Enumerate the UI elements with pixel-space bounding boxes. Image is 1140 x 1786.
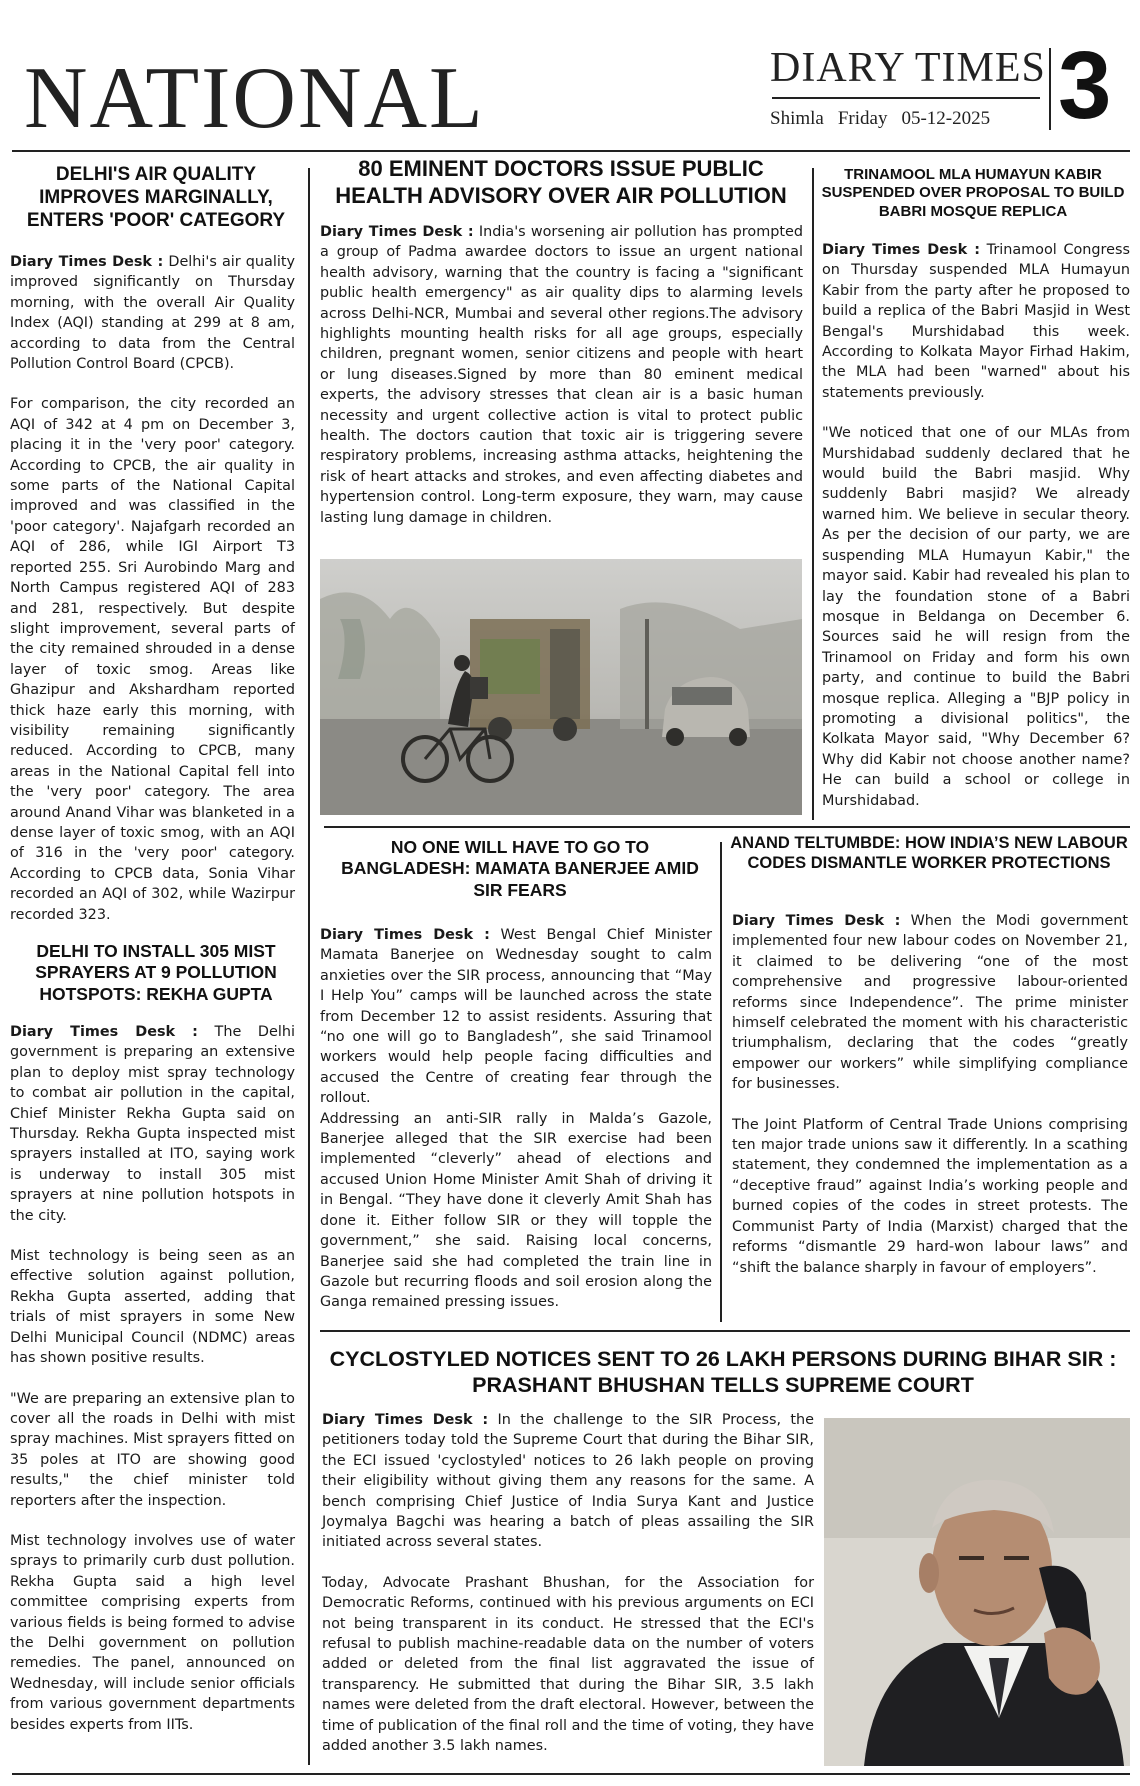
article-paragraph: When the Modi government implemented four new labour codes on November 21, it claimed to be delivering “one of the most comprehensive and progressive labour-oriented reforms since Independence”. The prime minister himself celebrated the moment with his characteristic triumphalism, declaring that the codes “greatly empower our workers” while simplifying compliance for businesses. [732,913,1128,1093]
smog-photo-graphic [320,559,802,815]
desk-label: Diary Times Desk : [320,224,474,240]
header-rule [12,150,1130,152]
masthead-divider [772,97,1040,99]
article-paragraph: The Joint Platform of Central Trade Unions comprising ten major trade unions saw it differently. In a scathing statement, they condemned the implementation as a “deceptive fraud” against India’s working people and burned copies of the codes in street protests. The Communist Party of India (Marxist) charged that the reforms “dismantle 29 hard-won labour laws” and “shift the balance sharply in favour of employers”. [732,1116,1128,1276]
headline-bhushan: CYCLOSTYLED NOTICES SENT TO 26 LAKH PERSONS DURING BIHAR SIR : PRASHANT BHUSHAN TELLS SUPREME COURT [329,1347,1117,1398]
desk-label: Diary Times Desk : [10,1024,198,1040]
dateline-date: 05-12-2025 [901,108,991,129]
article-delhi-air [10,252,295,945]
article-mamata [320,925,712,1333]
desk-label: Diary Times Desk : [320,927,490,943]
desk-label: Diary Times Desk : [732,913,901,929]
article-paragraph: "We are preparing an extensive plan to cover all the roads in Delhi with mist spray machines. Mist sprayers fitted on 35 poles at ITO are showing good results," the chief minister told reporters after the inspection. [10,1390,295,1509]
headline-mamata: NO ONE WILL HAVE TO GO TO BANGLADESH: MAMATA BANERJEE AMID SIR FEARS [341,837,699,900]
headline-teltumbde: ANAND TELTUMBDE: HOW INDIA’S NEW LABOUR CODES DISMANTLE WORKER PROTECTIONS [730,834,1128,873]
newspaper-name: DIARY TIMES [770,45,1046,91]
column-rule-left [308,168,310,1765]
article-paragraph: "We noticed that one of our MLAs from Murshidabad suddenly declared that he would build the Babri masjid. Why suddenly Babri masjid? We already warned him. We believe in secular theory. As per the decision of our party, we are suspending MLA Humayun Kabir," the mayor said. Kabir had revealed his plan to lay the foundation stone of a Babri mosque in Beldanga on December 6. Sources said he will resign from the Trinamool on Friday and form his own party, and continue to build the Babri mosque replica. Alleging a "BJP policy in promoting a divisional politics", the Kolkata Mayor said, "Why December 6? Why did Kabir not choose another name? He can build a school or college in Murshidabad. [822,425,1130,809]
article-mist-sprayers [10,1022,295,1755]
headline-delhi-air: DELHI'S AIR QUALITY IMPROVES MARGINALLY, ENTERS 'POOR' CATEGORY [26,164,286,232]
column-rule-mid [720,842,722,1322]
smog-cyclist-photo [320,559,802,815]
desk-label: Diary Times Desk : [822,242,980,258]
article-paragraph: Mist technology involves use of water sprays to primarily curb dust pollution. Rekha Gupta said a high level committee comprising experts from various fields is being formed to advise the Delhi government on pollution remedies. The panel, announced on Wednesday, will include senior officials from various government departments besides experts from IITs. [10,1532,295,1733]
article-bhushan [322,1410,814,1777]
article-paragraph: India's worsening air pollution has prompted a group of Padma awardee doctors to issue an urgent national health advisory, warning that the country is facing a "significant public health emergency" as air quality dips to alarming levels across Delhi-NCR, Mumbai and several other regions.The advisory highlights mounting health risks for all age groups, especially children, pregnant women, senior citizens and people with heart or lung diseases.Signed by more than 80 eminent medical experts, the advisory stresses that clean air is a basic human necessity and urgent collective action is vital to protect public health. The doctors caution that toxic air is triggering severe respiratory problems, increasing asthma attacks, heightening the risk of heart attacks and strokes, and even affecting diabetes and hypertension control. Long-term exposure, they warn, may cause lasting lung damage in children. [320,224,803,526]
page-number: 3 [1058,32,1112,139]
article-teltumbde [732,911,1128,1298]
dateline [770,108,1004,130]
article-paragraph: The Delhi government is preparing an extensive plan to deploy mist spray technology to combat air pollution in the capital, Chief Minister Rekha Gupta said on Thursday. Rekha Gupta inspected mist sprayers installed at ITO, saying work is underway to install 305 mist sprayers at nine pollution hotspots in the city. [10,1024,295,1224]
article-paragraph: Trinamool Congress on Thursday suspended MLA Humayun Kabir from the party after he proposed to build a replica of the Babri Masjid in West Bengal's Murshidabad this week. According to Kolkata Mayor Firhad Hakim, the MLA had been "warned" about his statements previously. [822,242,1130,401]
article-paragraph: Today, Advocate Prashant Bhushan, for the Association for Democratic Reforms, continued with his previous arguments on ECI not being transparent in its conduct. He stressed that the ECI's refusal to publish machine-readable data on the number of voters added or deleted from the final list aggravated the issue of transparency. He submitted that during the Bihar SIR, 3.5 lakh names were deleted from the draft electoral. However, between the time of publication of the final roll and the time of voting, they have added another 3.5 lakh names. [322,1574,814,1755]
desk-label: Diary Times Desk : [322,1412,489,1428]
headline-trinamool: TRINAMOOL MLA HUMAYUN KABIR SUSPENDED OVER PROPOSAL TO BUILD BABRI MOSQUE REPLICA [821,166,1125,220]
article-paragraph: Mist technology is being seen as an effective solution against pollution, Rekha Gupta asserted, adding that trials of mist sprayers in some New Delhi Municipal Council (NDMC) areas has shown positive results. [10,1248,295,1367]
article-paragraph: Addressing an anti-SIR rally in Malda’s Gazole, Banerjee alleged that the SIR exercise had been implemented “cleverly” ahead of elections and accused Union Home Minister Amit Shah of driving it in Bengal. “They have done it cleverly Amit Shah has done it. Either follow SIR or they will topple the government,” she said. Raising local concerns, Banerjee said she had completed the train line in Gazole but recurring floods and soil erosion along the Ganga remained pressing issues. [320,1110,712,1311]
masthead-vertical-rule [1049,48,1051,130]
prashant-bhushan-photo [824,1418,1130,1766]
dateline-day: Friday [837,108,888,129]
portrait-graphic [824,1418,1130,1766]
article-paragraph: For comparison, the city recorded an AQI of 342 at 4 pm on December 3, placing it in the 'very poor' category. According to CPCB, the air quality in some parts of the National Capital improved and was classified in the 'poor category'. Najafgarh recorded an AQI of 286, while IGI Airport T3 reported 255. Sri Aurobindo Marg and North Campus registered AQI of 283 and 281, respectively. But despite slight improvement, several parts of the city remained shrouded in a dense layer of toxic smog. Areas like Ghazipur and Akshardham reported thick haze early this morning, with visibility remaining significantly reduced. According to CPCB, many areas in the National Capital fell into the 'very poor' category. The area around Anand Vihar was blanketed in a dense layer of toxic smog, with an AQI of 316 in the 'very poor' category. According to CPCB data, Sonia Vihar recorded an AQI of 302, while Wazirpur recorded 323. [10,396,295,923]
headline-doctors: 80 EMINENT DOCTORS ISSUE PUBLIC HEALTH ADVISORY OVER AIR POLLUTION [335,156,787,208]
article-doctors [320,222,803,548]
column-rule-right [812,168,814,820]
dateline-city: Shimla [770,108,824,129]
article-paragraph: West Bengal Chief Minister Mamata Banerjee on Wednesday sought to calm anxieties over the SIR process, announcing that “May I Help You” camps will be launched across the state from December 12 to assist residents. Assuring that “no one will go to Bangladesh”, she said Trinamool workers would help people facing difficulties and accused the Centre of creating fear through the rollout. [320,927,712,1107]
headline-mist-sprayers: DELHI TO INSTALL 305 MIST SPRAYERS AT 9 POLLUTION HOTSPOTS: REKHA GUPTA [35,941,277,1004]
article-paragraph: In the challenge to the SIR Process, the petitioners today told the Supreme Court that during the Bihar SIR, the ECI issued 'cyclostyled' notices to 26 lakh people on proving their eligibility without giving them any reasons for the same. A bench comprising Chief Justice of India Surya Kant and Justice Joymalya Bagchi was hearing a batch of pleas assailing the SIR initiated across several states. [322,1412,814,1551]
article-paragraph: Delhi's air quality improved significantly on Thursday morning, with the overall Air Quality Index (AQI) standing at 299 at 8 am, according to data from the Central Pollution Control Board (CPCB). [10,254,296,373]
article-trinamool [822,240,1130,831]
section-title: NATIONAL [24,50,485,147]
desk-label: Diary Times Desk : [10,254,164,270]
